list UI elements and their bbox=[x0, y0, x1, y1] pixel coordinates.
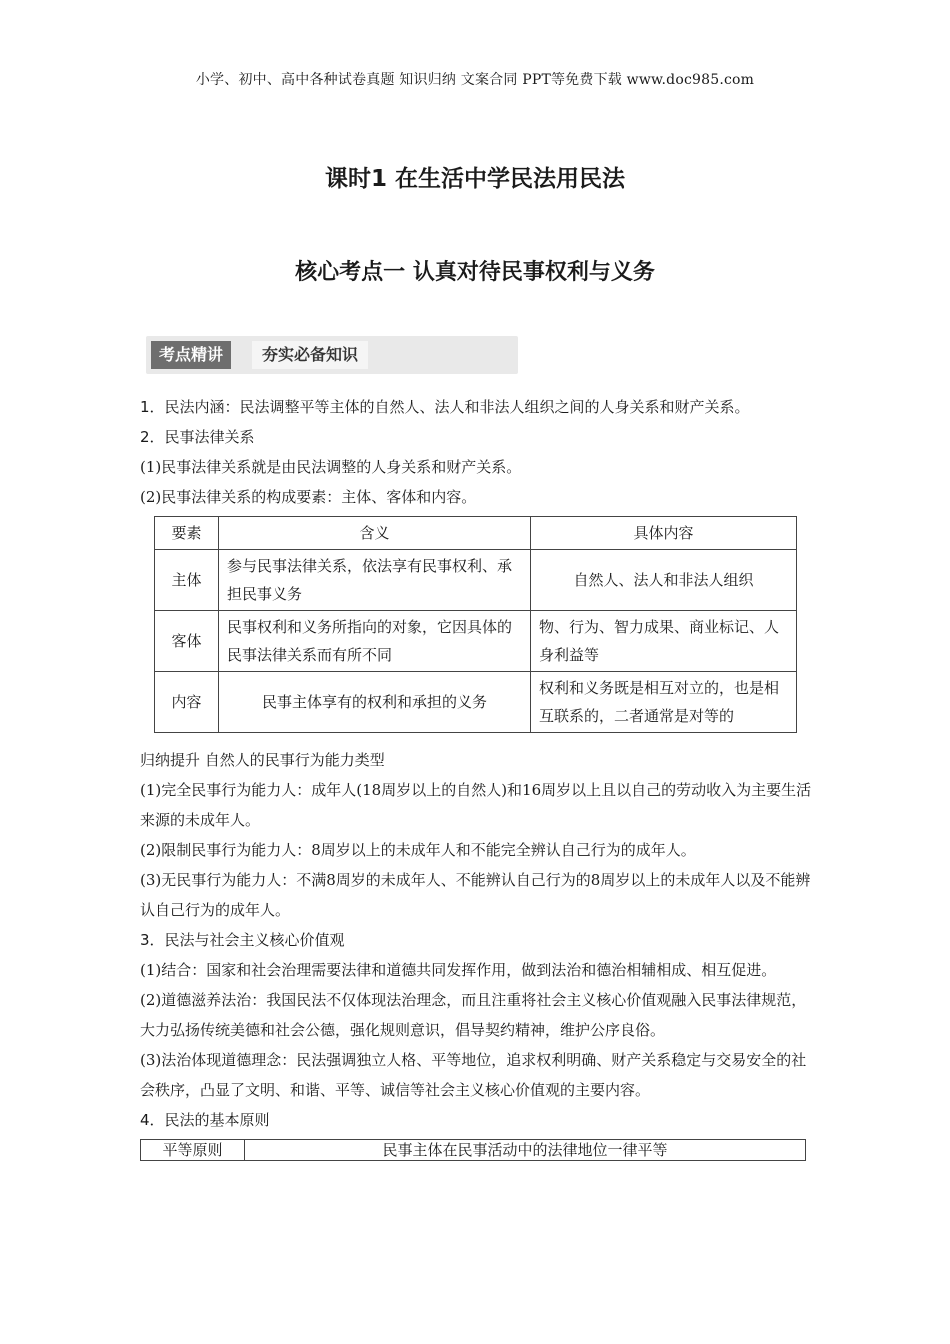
table-cell: 物、行为、智力成果、商业标记、人身利益等 bbox=[531, 611, 797, 672]
heading-core-values: 3．民法与社会主义核心价值观 bbox=[140, 931, 345, 949]
table-row bbox=[155, 611, 797, 672]
table-cell: 主体 bbox=[155, 550, 219, 611]
section-banner bbox=[146, 336, 518, 374]
paragraph: (2)道德滋养法治：我国民法不仅体现法治理念，而且注重将社会主义核心价值观融入民事法律规范，大力弘扬传统美德和社会公德，强化规则意识，倡导契约精神，维护公序良俗。 bbox=[140, 991, 807, 1039]
table-cell: 民事主体在民事活动中的法律地位一律平等 bbox=[245, 1140, 806, 1161]
heading-civil-legal-relation: 2．民事法律关系 bbox=[140, 428, 255, 446]
table-cell: 民事权利和义务所指向的对象，它因具体的民事法律关系而有所不同 bbox=[219, 611, 531, 672]
elements-table bbox=[154, 516, 797, 733]
table-row bbox=[141, 1140, 806, 1161]
banner-text: 夯实必备知识 bbox=[252, 341, 368, 369]
table-cell: 权利和义务既是相互对立的，也是相互联系的，二者通常是对等的 bbox=[531, 672, 797, 733]
paragraph-civil-law-meaning: 1．民法内涵：民法调整平等主体的自然人、法人和非法人组织之间的人身关系和财产关系。 bbox=[140, 398, 750, 416]
table-header-cell: 具体内容 bbox=[531, 517, 797, 550]
page-title: 课时1 在生活中学民法用民法 bbox=[324, 166, 625, 192]
banner-tag: 考点精讲 bbox=[151, 341, 231, 369]
table-cell: 客体 bbox=[155, 611, 219, 672]
paragraph: (3)无民事行为能力人：不满8周岁的未成年人、不能辨认自己行为的8周岁以上的未成年人以及不能辨认自己行为的成年人。 bbox=[140, 871, 811, 919]
table-cell: 内容 bbox=[155, 672, 219, 733]
table-row bbox=[155, 550, 797, 611]
table-cell: 自然人、法人和非法人组织 bbox=[531, 550, 797, 611]
table-cell: 参与民事法律关系，依法享有民事权利、承担民事义务 bbox=[219, 550, 531, 611]
table-cell: 民事主体享有的权利和承担的义务 bbox=[219, 672, 531, 733]
paragraph: (2)民事法律关系的构成要素：主体、客体和内容。 bbox=[140, 488, 477, 506]
principles-table bbox=[140, 1139, 806, 1161]
heading-summary: 归纳提升 自然人的民事行为能力类型 bbox=[140, 751, 385, 769]
paragraph: (1)完全民事行为能力人：成年人(18周岁以上的自然人)和16周岁以上且以自己的劳动收入为主要生活来源的未成年人。 bbox=[140, 781, 812, 829]
table-row bbox=[155, 672, 797, 733]
table-header-row bbox=[155, 517, 797, 550]
paragraph: (3)法治体现道德理念：民法强调独立人格、平等地位，追求权利明确、财产关系稳定与交易安全的社会秩序，凸显了文明、和谐、平等、诚信等社会主义核心价值观的主要内容。 bbox=[140, 1051, 807, 1099]
page-header: 小学、初中、高中各种试卷真题 知识归纳 文案合同 PPT等免费下载 www.doc985.com bbox=[195, 72, 755, 88]
paragraph: (1)结合：国家和社会治理需要法律和道德共同发挥作用，做到法治和德治相辅相成、相互促进。 bbox=[140, 961, 777, 979]
table-cell: 平等原则 bbox=[141, 1140, 245, 1161]
document-body bbox=[140, 392, 812, 1161]
heading-basic-principles: 4．民法的基本原则 bbox=[140, 1111, 270, 1129]
paragraph: (2)限制民事行为能力人：8周岁以上的未成年人和不能完全辨认自己行为的成年人。 bbox=[140, 841, 696, 859]
table-header-cell: 要素 bbox=[155, 517, 219, 550]
section-subtitle: 核心考点一 认真对待民事权利与义务 bbox=[295, 260, 655, 285]
table-header-cell: 含义 bbox=[219, 517, 531, 550]
paragraph: (1)民事法律关系就是由民法调整的人身关系和财产关系。 bbox=[140, 458, 522, 476]
